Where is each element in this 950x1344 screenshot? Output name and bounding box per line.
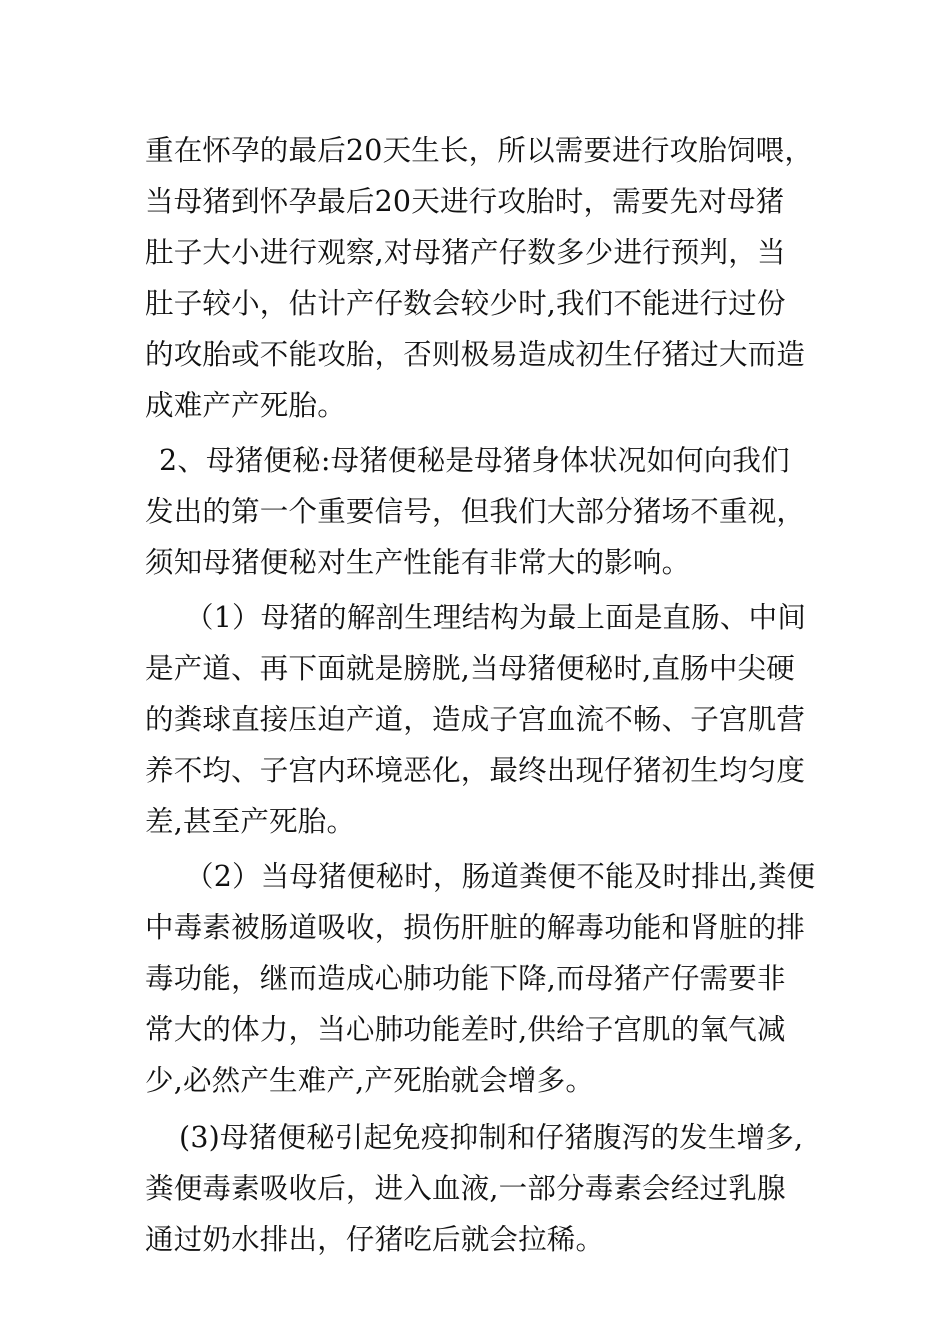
text-line: 肚子较小，估计产仔数会较少时,我们不能进行过份	[145, 287, 786, 320]
text-line: 是产道、再下面就是膀胱,当母猪便秘时,直肠中尖硬	[145, 652, 795, 685]
text-line: 中毒素被肠道吸收，损伤肝脏的解毒功能和肾脏的排	[145, 911, 806, 944]
text-line: 当母猪到怀孕最后20天进行攻胎时，需要先对母猪	[145, 185, 785, 218]
paragraph-start-line: (3)母猪便秘引起免疫抑制和仔猪腹泻的发生增多,	[179, 1121, 804, 1154]
text-line: 成难产产死胎。	[145, 389, 346, 422]
paragraph-start-line: （2）当母猪便秘时，肠道粪便不能及时排出,粪便	[185, 860, 816, 893]
text-line: 肚子大小进行观察,对母猪产仔数多少进行预判，当	[145, 236, 786, 269]
text-line: 常大的体力，当心肺功能差时,供给子宫肌的氧气减	[145, 1013, 786, 1046]
text-line: 粪便毒素吸收后，进入血液,一部分毒素会经过乳腺	[145, 1172, 786, 1205]
section-heading-line: 2、母猪便秘:母猪便秘是母猪身体状况如何向我们	[159, 444, 790, 477]
text-line: 少,必然产生难产,产死胎就会增多。	[145, 1064, 595, 1097]
text-line: 养不均、子宫内环境恶化，最终出现仔猪初生均匀度	[145, 754, 806, 787]
text-line: 的粪球直接压迫产道，造成子宫血流不畅、子宫肌营	[145, 703, 806, 736]
text-line: 须知母猪便秘对生产性能有非常大的影响。	[145, 546, 691, 579]
text-line: 差,甚至产死胎。	[145, 805, 356, 838]
text-line: 发出的第一个重要信号，但我们大部分猪场不重视，	[145, 495, 806, 528]
text-line: 毒功能，继而造成心肺功能下降,而母猪产仔需要非	[145, 962, 786, 995]
text-line: 通过奶水排出，仔猪吃后就会拉稀。	[145, 1223, 605, 1256]
paragraph-start-line: （1）母猪的解剖生理结构为最上面是直肠、中间	[185, 601, 807, 634]
text-line: 的攻胎或不能攻胎，否则极易造成初生仔猪过大而造	[145, 338, 806, 371]
text-line: 重在怀孕的最后20天生长，所以需要进行攻胎饲喂，	[145, 134, 814, 167]
body-text	[145, 125, 815, 1265]
